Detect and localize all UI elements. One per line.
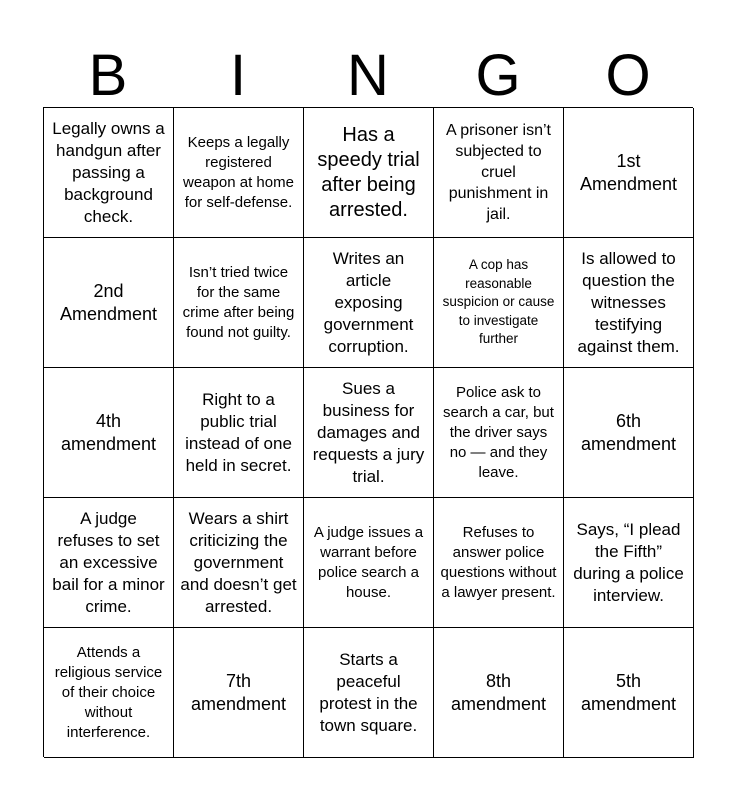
bingo-cell-r4-c5[interactable] — [564, 498, 694, 628]
cell-text: A prisoner isn’t subjected to cruel punishment in jail. — [446, 122, 551, 223]
cell-text: Is allowed to question the witnesses testifying against them. — [577, 248, 680, 356]
bingo-cell-r2-c1[interactable] — [44, 238, 174, 368]
bingo-cell-r4-c2[interactable] — [174, 498, 304, 628]
bingo-cell-r3-c5[interactable] — [564, 368, 694, 498]
cell-text: 1st Amendment — [579, 150, 678, 194]
cell-text: Isn’t tried twice for the same crime after being found not guilty. — [182, 263, 295, 341]
header-letter-b: B — [88, 43, 128, 108]
bingo-cell-r5-c1[interactable] — [44, 628, 174, 758]
cell-text: 6th amendment — [580, 410, 677, 454]
cell-text: Sues a business for damages and requests a jury trial. — [312, 378, 425, 486]
cell-text: Says, “I plead the Fifth” during a police interview. — [573, 519, 684, 605]
bingo-cell-r4-c4[interactable] — [434, 498, 564, 628]
bingo-cell-r3-c1[interactable] — [44, 368, 174, 498]
bingo-cell-r1-c2[interactable] — [174, 108, 304, 238]
bingo-cell-r3-c2[interactable] — [174, 368, 304, 498]
bingo-cell-r1-c4[interactable] — [434, 108, 564, 238]
bingo-cell-r2-c4[interactable] — [434, 238, 564, 368]
cell-text: 7th amendment — [190, 670, 287, 714]
bingo-cell-r2-c2[interactable] — [174, 238, 304, 368]
cell-text: Attends a religious service of their choice without interference. — [54, 643, 163, 741]
header-letter-g: G — [475, 43, 521, 108]
cell-text: 8th amendment — [450, 670, 547, 714]
bingo-cell-r5-c2[interactable] — [174, 628, 304, 758]
bingo-cell-r4-c3[interactable] — [304, 498, 434, 628]
bingo-cell-r3-c3[interactable] — [304, 368, 434, 498]
header-letter-i: I — [229, 43, 247, 108]
bingo-header — [43, 44, 693, 108]
bingo-cell-r2-c5[interactable] — [564, 238, 694, 368]
header-letter-n: N — [347, 43, 389, 108]
bingo-board — [43, 107, 693, 757]
bingo-cell-r1-c3[interactable] — [304, 108, 434, 238]
bingo-cell-r5-c3[interactable] — [304, 628, 434, 758]
cell-text: Has a speedy trial after being arrested. — [317, 123, 420, 221]
bingo-cell-r3-c4[interactable] — [434, 368, 564, 498]
cell-text: 4th amendment — [60, 410, 157, 454]
cell-text: Legally owns a handgun after passing a background check. — [52, 118, 165, 226]
cell-text: Police ask to search a car, but the driver says no — and they leave. — [443, 383, 554, 481]
bingo-cell-r4-c1[interactable] — [44, 498, 174, 628]
bingo-cell-r2-c3[interactable] — [304, 238, 434, 368]
cell-text: A cop has reasonable suspicion or cause to investigate further — [442, 257, 555, 347]
cell-text: A judge issues a warrant before police search a house. — [313, 523, 424, 601]
header-letter-o: O — [605, 43, 651, 108]
cell-text: 5th amendment — [580, 670, 677, 714]
cell-text: Wears a shirt criticizing the government and doesn’t get arrested. — [180, 508, 297, 616]
cell-text: Writes an article exposing government corruption. — [323, 248, 414, 356]
bingo-cell-r1-c5[interactable] — [564, 108, 694, 238]
bingo-cell-r5-c4[interactable] — [434, 628, 564, 758]
cell-text: A judge refuses to set an excessive bail for a minor crime. — [52, 508, 165, 616]
cell-text: Starts a peaceful protest in the town square. — [319, 649, 418, 735]
cell-text: Refuses to answer police questions without a lawyer present. — [440, 523, 557, 601]
cell-text: Keeps a legally registered weapon at home for self-defense. — [183, 133, 294, 211]
cell-text: 2nd Amendment — [59, 280, 158, 324]
bingo-cell-r5-c5[interactable] — [564, 628, 694, 758]
cell-text: Right to a public trial instead of one held in secret. — [185, 389, 292, 475]
bingo-cell-r1-c1[interactable] — [44, 108, 174, 238]
